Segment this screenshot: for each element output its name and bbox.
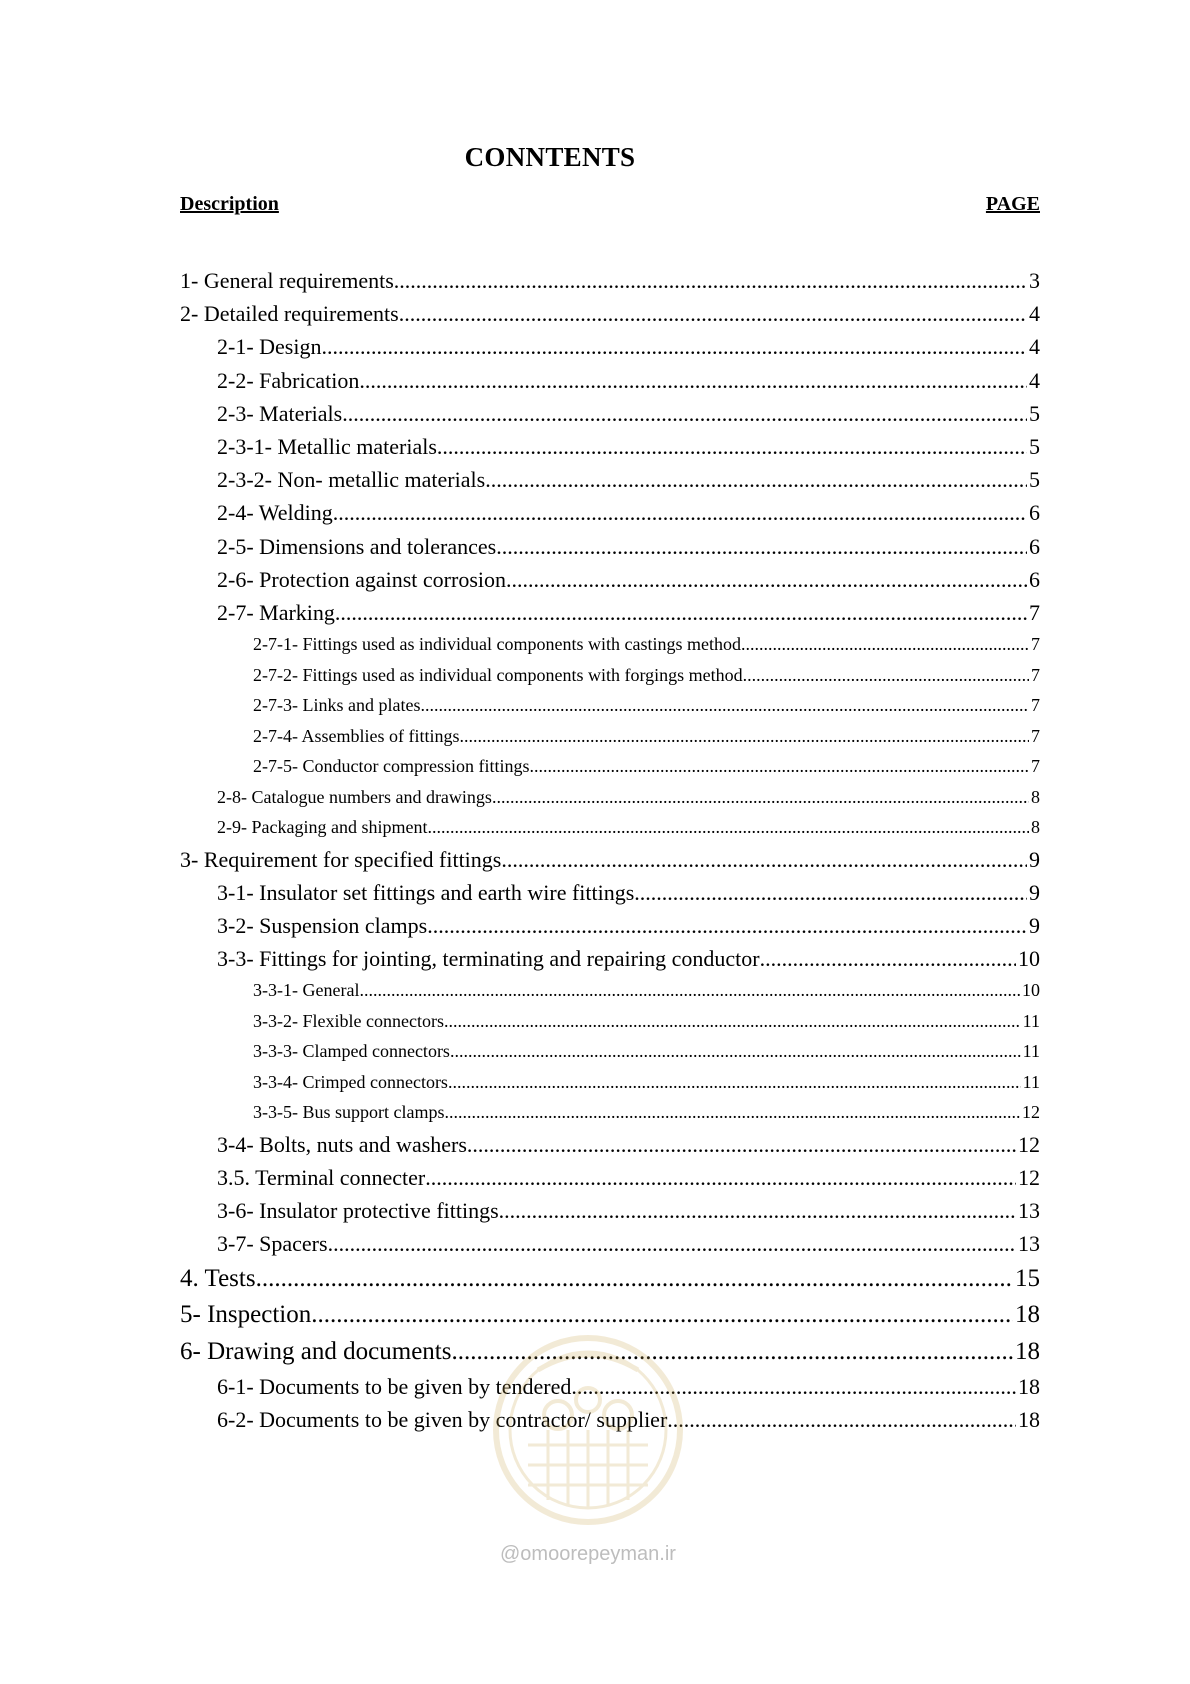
toc-entry bbox=[180, 1194, 1040, 1227]
toc-entry-page: 6 bbox=[1029, 566, 1040, 592]
dot-leader bbox=[437, 430, 1027, 463]
toc-entry bbox=[180, 596, 1040, 629]
toc-entry-label: 2-7-3- Links and plates bbox=[253, 695, 421, 716]
dot-leader bbox=[760, 942, 1016, 975]
toc-entry-page: 7 bbox=[1031, 725, 1040, 746]
toc-entry-page: 13 bbox=[1018, 1198, 1040, 1224]
toc-entry bbox=[180, 496, 1040, 529]
toc-entry-label: 3-2- Suspension clamps bbox=[217, 912, 428, 938]
toc-entry-label: 2-7-5- Conductor compression fittings bbox=[253, 756, 530, 777]
dot-leader bbox=[359, 364, 1027, 397]
toc-entry bbox=[180, 264, 1040, 297]
toc-entry-label: 2-3- Materials bbox=[217, 400, 343, 426]
toc-entry-page: 5 bbox=[1029, 400, 1040, 426]
page-title: CONNTENTS bbox=[464, 142, 636, 172]
toc-entry-page: 3 bbox=[1029, 268, 1040, 293]
toc-entry-label: 3- Requirement for specified fittings bbox=[180, 846, 502, 872]
toc-entry-label: 2-2- Fabrication bbox=[217, 367, 360, 393]
toc-entry bbox=[180, 397, 1040, 430]
toc-entry bbox=[180, 297, 1040, 330]
toc-entry-label: 3-4- Bolts, nuts and washers bbox=[217, 1131, 467, 1157]
toc-entry bbox=[180, 942, 1040, 975]
toc-entry-page: 4 bbox=[1029, 301, 1040, 327]
dot-leader bbox=[667, 1403, 1016, 1436]
dot-leader bbox=[256, 1261, 1013, 1298]
dot-leader bbox=[459, 721, 1029, 752]
toc-entry-page: 8 bbox=[1031, 786, 1040, 807]
dot-leader bbox=[444, 1006, 1021, 1037]
watermark-text: @omoorepeyman.ir bbox=[500, 1543, 676, 1565]
toc-entry-page: 8 bbox=[1031, 817, 1040, 838]
toc-entry-label: 3-3- Fittings for jointing, terminating and repairing conductor bbox=[217, 946, 760, 972]
toc-entry-label: 3-6- Insulator protective fittings bbox=[217, 1198, 499, 1224]
toc-entry bbox=[180, 530, 1040, 563]
toc-entry-page: 7 bbox=[1031, 634, 1040, 655]
toc-entry-page: 18 bbox=[1018, 1374, 1040, 1400]
toc-entry-label: 2-9- Packaging and shipment bbox=[217, 817, 428, 838]
toc-entry-label: 3-3-1- General bbox=[253, 980, 360, 1001]
seal-logo-icon bbox=[488, 1330, 688, 1530]
toc-entry-label: 2-3-1- Metallic materials bbox=[217, 433, 437, 459]
toc-entry bbox=[180, 563, 1040, 596]
toc-entry-page: 10 bbox=[1018, 946, 1040, 972]
dot-leader bbox=[529, 751, 1029, 782]
toc-entry-page: 10 bbox=[1022, 980, 1040, 1001]
toc-entry-label: 2-5- Dimensions and tolerances bbox=[217, 533, 497, 559]
dot-leader bbox=[444, 1097, 1020, 1128]
dot-leader bbox=[420, 690, 1029, 721]
toc-entry bbox=[180, 721, 1040, 752]
dot-leader bbox=[496, 530, 1027, 563]
toc-entry-page: 15 bbox=[1015, 1264, 1040, 1292]
page-header: PAGE bbox=[985, 193, 1040, 215]
toc-entry bbox=[180, 690, 1040, 721]
toc-entry-page: 7 bbox=[1031, 664, 1040, 685]
dot-leader bbox=[499, 1194, 1016, 1227]
toc-entry-label: 5- Inspection bbox=[180, 1301, 312, 1329]
dot-leader bbox=[394, 264, 1027, 297]
toc-entry-page: 11 bbox=[1022, 1041, 1040, 1062]
toc-entry-page: 7 bbox=[1031, 756, 1040, 777]
toc-entry bbox=[180, 876, 1040, 909]
toc-entry-label: 2-6- Protection against corrosion bbox=[217, 566, 506, 592]
dot-leader bbox=[448, 1067, 1021, 1098]
toc-entry bbox=[180, 843, 1040, 876]
toc-entry-page: 7 bbox=[1029, 599, 1040, 625]
toc-entry-label: 1- General requirements bbox=[180, 268, 394, 293]
table-of-contents bbox=[180, 264, 1040, 1436]
toc-entry-label: 3-3-4- Crimped connectors bbox=[253, 1071, 448, 1092]
dot-leader bbox=[467, 1128, 1016, 1161]
dot-leader bbox=[506, 563, 1027, 596]
toc-entry-label: 2-7- Marking bbox=[217, 599, 335, 625]
toc-entry-page: 18 bbox=[1018, 1407, 1040, 1433]
toc-entry bbox=[180, 1227, 1040, 1260]
toc-entry-page: 12 bbox=[1018, 1131, 1040, 1157]
toc-entry bbox=[180, 782, 1040, 813]
dot-leader bbox=[741, 629, 1029, 660]
toc-entry-label: 2-7-4- Assemblies of fittings bbox=[253, 725, 460, 746]
toc-entry bbox=[180, 364, 1040, 397]
toc-entry bbox=[180, 463, 1040, 496]
toc-entry-page: 7 bbox=[1031, 695, 1040, 716]
toc-entry-label: 2-4- Welding bbox=[217, 500, 333, 526]
dot-leader bbox=[634, 876, 1027, 909]
dot-leader bbox=[743, 660, 1029, 691]
toc-entry bbox=[180, 1036, 1040, 1067]
dot-leader bbox=[501, 843, 1027, 876]
toc-entry-label: 3-3-5- Bus support clamps bbox=[253, 1102, 445, 1123]
toc-entry bbox=[180, 1297, 1040, 1334]
description-header: Description bbox=[180, 193, 279, 215]
toc-entry-label: 2- Detailed requirements bbox=[180, 301, 399, 327]
toc-entry-page: 11 bbox=[1022, 1071, 1040, 1092]
toc-entry-page: 9 bbox=[1029, 846, 1040, 872]
toc-entry bbox=[180, 1261, 1040, 1298]
toc-entry-label: 3-3-2- Flexible connectors bbox=[253, 1010, 444, 1031]
toc-entry-page: 6 bbox=[1029, 533, 1040, 559]
toc-entry-label: 3.5. Terminal connecter bbox=[217, 1165, 426, 1190]
toc-entry bbox=[180, 1067, 1040, 1098]
toc-entry-page: 11 bbox=[1022, 1010, 1040, 1031]
toc-entry bbox=[180, 812, 1040, 843]
toc-entry-label: 3-7- Spacers bbox=[217, 1231, 328, 1257]
dot-leader bbox=[425, 1161, 1016, 1194]
toc-entry-label: 3-3-3- Clamped connectors bbox=[253, 1041, 450, 1062]
toc-entry-page: 5 bbox=[1029, 433, 1040, 459]
toc-entry-page: 12 bbox=[1018, 1165, 1040, 1190]
toc-entry-label: 6-2- Documents to be given by contractor/ supplier bbox=[217, 1407, 668, 1433]
toc-entry-label: 2-8- Catalogue numbers and drawings bbox=[217, 786, 492, 807]
toc-entry bbox=[180, 909, 1040, 942]
toc-entry bbox=[180, 1161, 1040, 1194]
dot-leader bbox=[427, 812, 1029, 843]
dot-leader bbox=[359, 975, 1020, 1006]
toc-entry-page: 4 bbox=[1029, 334, 1040, 360]
toc-entry-page: 9 bbox=[1029, 912, 1040, 938]
toc-entry-label: 4. Tests bbox=[180, 1264, 256, 1292]
toc-entry-label: 6- Drawing and documents bbox=[180, 1337, 452, 1365]
toc-entry bbox=[180, 975, 1040, 1006]
dot-leader bbox=[450, 1036, 1021, 1067]
toc-entry bbox=[180, 1097, 1040, 1128]
toc-entry-page: 6 bbox=[1029, 500, 1040, 526]
toc-entry bbox=[180, 629, 1040, 660]
toc-entry bbox=[180, 660, 1040, 691]
dot-leader bbox=[492, 782, 1029, 813]
dot-leader bbox=[311, 1297, 1013, 1334]
toc-entry bbox=[180, 1006, 1040, 1037]
toc-entry-label: 2-3-2- Non- metallic materials bbox=[217, 467, 486, 493]
toc-entry bbox=[180, 430, 1040, 463]
toc-entry bbox=[180, 751, 1040, 782]
dot-leader bbox=[328, 1227, 1016, 1260]
toc-entry bbox=[180, 330, 1040, 363]
dot-leader bbox=[335, 596, 1027, 629]
toc-entry-label: 6-1- Documents to be given by tendered bbox=[217, 1374, 572, 1400]
toc-entry-page: 18 bbox=[1015, 1301, 1040, 1329]
toc-entry-page: 18 bbox=[1015, 1337, 1040, 1365]
toc-entry-page: 9 bbox=[1029, 879, 1040, 905]
dot-leader bbox=[342, 397, 1027, 430]
toc-entry-label: 2-7-1- Fittings used as individual components with castings method bbox=[253, 634, 741, 655]
toc-entry-label: 2-7-2- Fittings used as individual components with forgings method bbox=[253, 664, 743, 685]
dot-leader bbox=[321, 330, 1027, 363]
toc-entry-page: 5 bbox=[1029, 467, 1040, 493]
dot-leader bbox=[485, 463, 1027, 496]
dot-leader bbox=[427, 909, 1027, 942]
toc-entry-page: 12 bbox=[1022, 1102, 1040, 1123]
toc-entry-label: 2-1- Design bbox=[217, 334, 322, 360]
dot-leader bbox=[399, 297, 1027, 330]
dot-leader bbox=[333, 496, 1027, 529]
toc-entry-page: 13 bbox=[1018, 1231, 1040, 1257]
toc-entry-label: 3-1- Insulator set fittings and earth wire fittings bbox=[217, 879, 635, 905]
toc-entry-page: 4 bbox=[1029, 367, 1040, 393]
toc-entry bbox=[180, 1128, 1040, 1161]
